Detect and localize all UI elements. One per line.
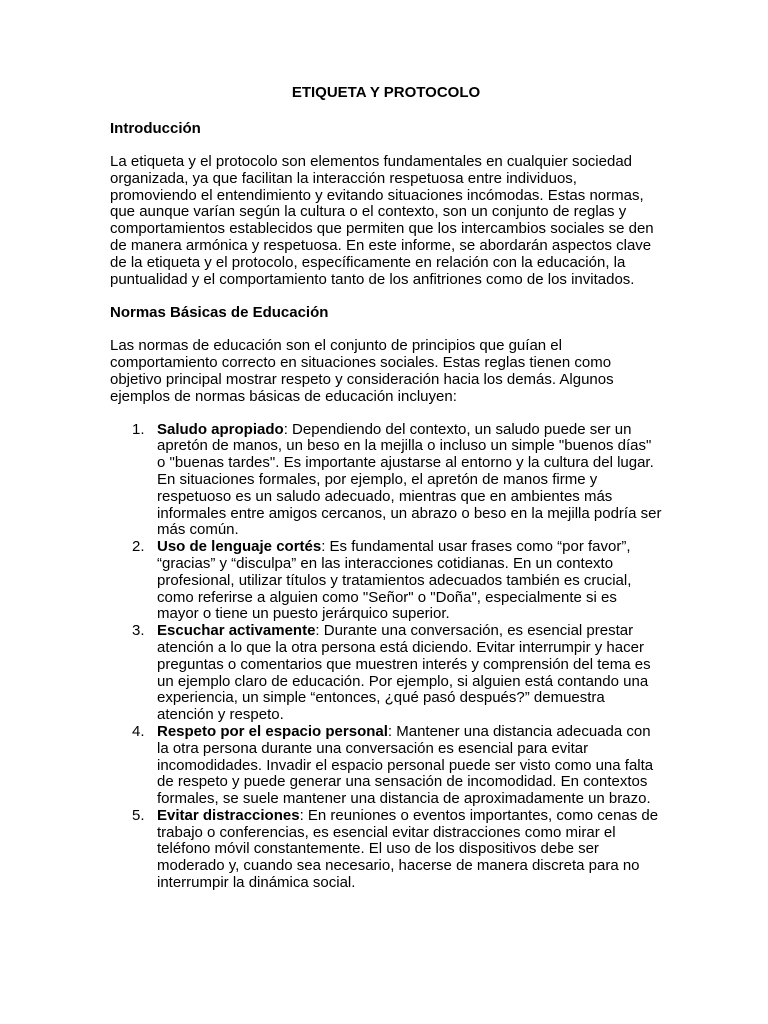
section-heading-introduccion: Introducción [110, 120, 201, 137]
list-item [110, 808, 662, 892]
list-item-number: 2. [132, 538, 145, 556]
list-item-number: 4. [132, 722, 145, 740]
section-heading-normas: Normas Básicas de Educación [110, 304, 329, 322]
list-item-term: Respeto por el espacio personal [157, 722, 388, 740]
list-item-number: 3. [132, 622, 145, 640]
list-item [110, 539, 662, 623]
list-item-text: : Mantener una distancia adecuada con la otra persona durante una conversación es esencial para evitar incomodidades. Invadir el espacio personal puede ser visto como una falta de respeto y puede generar una sensación de incomodidad. En contextos formales, se suele mantener una distancia de aproximadamente un brazo. [157, 722, 654, 808]
list-item-text: : Es fundamental usar frases como “por favor”, “gracias” y “disculpa” en las interacciones cotidianas. En un contexto profesional, utilizar títulos y tratamientos adecuados también es crucial, como referirse a alguien como "Señor" o "Doña", especialmente si es mayor o tiene un puesto jerárquico superior. [157, 538, 632, 623]
paragraph-normas: Las normas de educación son el conjunto de principios que guían el comportamiento correcto en situaciones sociales. Estas reglas tienen como objetivo principal mostrar respeto y consideración hacia los demás. Algunos ejemplos de normas básicas de educación incluyen: [110, 337, 614, 405]
list-item [110, 422, 662, 540]
document-title: ETIQUETA Y PROTOCOLO [291, 84, 481, 101]
list-item [110, 724, 662, 808]
list-item-text: : Dependiendo del contexto, un saludo puede ser un apretón de manos, un beso en la mejilla o incluso un simple "buenos días" o "buenas tardes". Es importante ajustarse al entorno y la cultura del lugar. En situaciones formales, por ejemplo, el apretón de manos firme y respetuoso es un saludo adecuado, mientras que en ambientes más informales entre amigos cercanos, un abrazo o beso en la mejilla podría ser más común. [157, 420, 662, 539]
list-item-term: Escuchar activamente [157, 622, 316, 640]
list-item-term: Saludo apropiado [157, 420, 284, 438]
list-item-term: Uso de lenguaje cortés [157, 538, 322, 556]
list-item [110, 623, 662, 724]
list-item-term: Evitar distracciones [157, 806, 300, 824]
document-page [110, 84, 662, 892]
paragraph-introduccion: La etiqueta y el protocolo son elementos fundamentales en cualquier sociedad organizada, ya que facilitan la interacción respetuosa entre individuos, promoviendo el entendimiento y evitando situaciones incómodas. Estas normas, que aunque varían según la cultura o el contexto, son un conjunto de reglas y comportamientos establecidos que permiten que los intercambios sociales se den de manera armónica y respetuosa. En este informe, se abordarán aspectos clave de la etiqueta y el protocolo, específicamente en relación con la educación, la puntualidad y el comportamiento tanto de los anfitriones como de los invitados. [110, 153, 654, 288]
list-item-text: : En reuniones o eventos importantes, como cenas de trabajo o conferencias, es esencial evitar distracciones como mirar el teléfono móvil constantemente. El uso de los dispositivos debe ser moderado y, cuando sea necesario, hacerse de manera discreta para no interrumpir la dinámica social. [157, 806, 659, 892]
list-item-number: 1. [132, 420, 145, 438]
list-item-text: : Durante una conversación, es esencial prestar atención a lo que la otra persona está diciendo. Evitar interrumpir y hacer preguntas o comentarios que muestren interés y comprensión del tema es un ejemplo claro de educación. Por ejemplo, si alguien está contando una experiencia, un simple “entonces, ¿qué pasó después?” demuestra atención y respeto. [157, 622, 651, 724]
list-item-number: 5. [132, 806, 145, 824]
normas-list [110, 422, 662, 892]
